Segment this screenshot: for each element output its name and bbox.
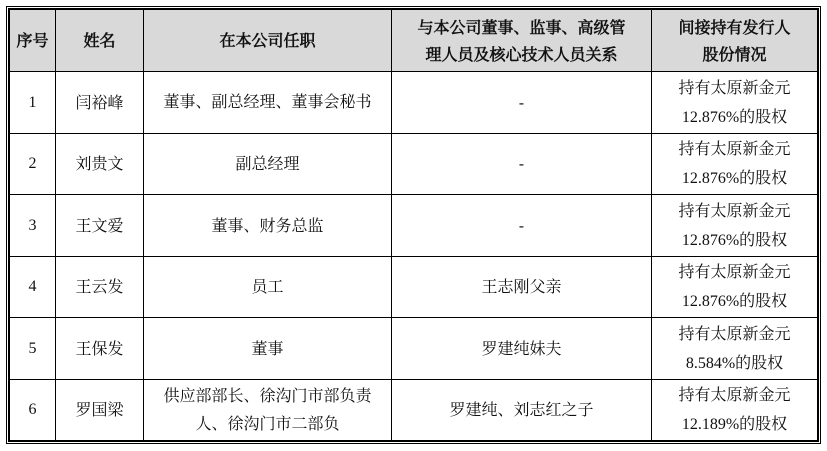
row-no: 2 (10, 133, 56, 195)
row-relation: - (392, 72, 652, 134)
row-position-text: 董事、副总经理、董事会秘书 (163, 92, 372, 112)
row-no: 6 (10, 379, 56, 441)
table-row (10, 318, 818, 380)
row-name: 刘贵文 (56, 133, 144, 195)
row-relation: - (392, 195, 652, 257)
header-row (10, 10, 818, 72)
table-row (10, 379, 818, 441)
row-name: 罗国梁 (56, 379, 144, 441)
row-holding (652, 195, 818, 257)
table-row (10, 195, 818, 257)
row-no: 1 (10, 72, 56, 134)
row-holding (652, 133, 818, 195)
row-position (144, 379, 392, 441)
row-position: 员工 (144, 256, 392, 318)
row-holding-line2: 12.189%的股权 (681, 416, 788, 434)
header-relation-line1: 与本公司董事、监事、高级管 (417, 17, 626, 37)
table-row (10, 72, 818, 134)
header-relation-line2: 理人员及核心技术人员关系 (425, 44, 618, 64)
row-holding (652, 318, 818, 380)
row-position-text: 供应部部长、徐沟门市部负责人、徐沟门市二部负 (163, 385, 372, 433)
row-no: 4 (10, 256, 56, 318)
header-position: 在本公司任职 (144, 10, 392, 72)
header-holding-line1: 间接持有发行人 (678, 17, 791, 37)
row-name: 闫裕峰 (56, 72, 144, 134)
row-holding (652, 379, 818, 441)
row-holding-line2: 12.876%的股权 (681, 293, 788, 311)
header-holding (652, 10, 818, 72)
row-position (144, 72, 392, 134)
row-relation: 王志刚父亲 (392, 256, 652, 318)
row-relation: 罗建纯妹夫 (392, 318, 652, 380)
header-holding-line2: 股份情况 (702, 44, 767, 64)
row-holding-line2: 8.584%的股权 (685, 354, 784, 372)
row-position: 董事、财务总监 (144, 195, 392, 257)
row-name: 王云发 (56, 256, 144, 318)
row-relation: - (392, 133, 652, 195)
row-position: 副总经理 (144, 133, 392, 195)
row-name: 王文爱 (56, 195, 144, 257)
row-no: 5 (10, 318, 56, 380)
row-holding (652, 256, 818, 318)
header-name: 姓名 (56, 10, 144, 72)
header-no: 序号 (10, 10, 56, 72)
row-name: 王保发 (56, 318, 144, 380)
table-frame (6, 6, 821, 444)
table-row (10, 133, 818, 195)
row-holding-line2: 12.876%的股权 (681, 108, 788, 126)
row-holding (652, 72, 818, 134)
row-position: 董事 (144, 318, 392, 380)
row-holding-line1: 持有太原新金元 (678, 77, 791, 97)
row-holding-line1: 持有太原新金元 (678, 200, 791, 220)
row-holding-line1: 持有太原新金元 (678, 139, 791, 159)
row-no: 3 (10, 195, 56, 257)
header-relation (392, 10, 652, 72)
row-relation: 罗建纯、刘志红之子 (392, 379, 652, 441)
row-holding-line1: 持有太原新金元 (678, 323, 791, 343)
row-holding-line1: 持有太原新金元 (678, 385, 791, 405)
table-row (10, 256, 818, 318)
shareholding-table (9, 9, 818, 441)
row-holding-line1: 持有太原新金元 (678, 262, 791, 282)
row-holding-line2: 12.876%的股权 (681, 231, 788, 249)
row-holding-line2: 12.876%的股权 (681, 170, 788, 188)
